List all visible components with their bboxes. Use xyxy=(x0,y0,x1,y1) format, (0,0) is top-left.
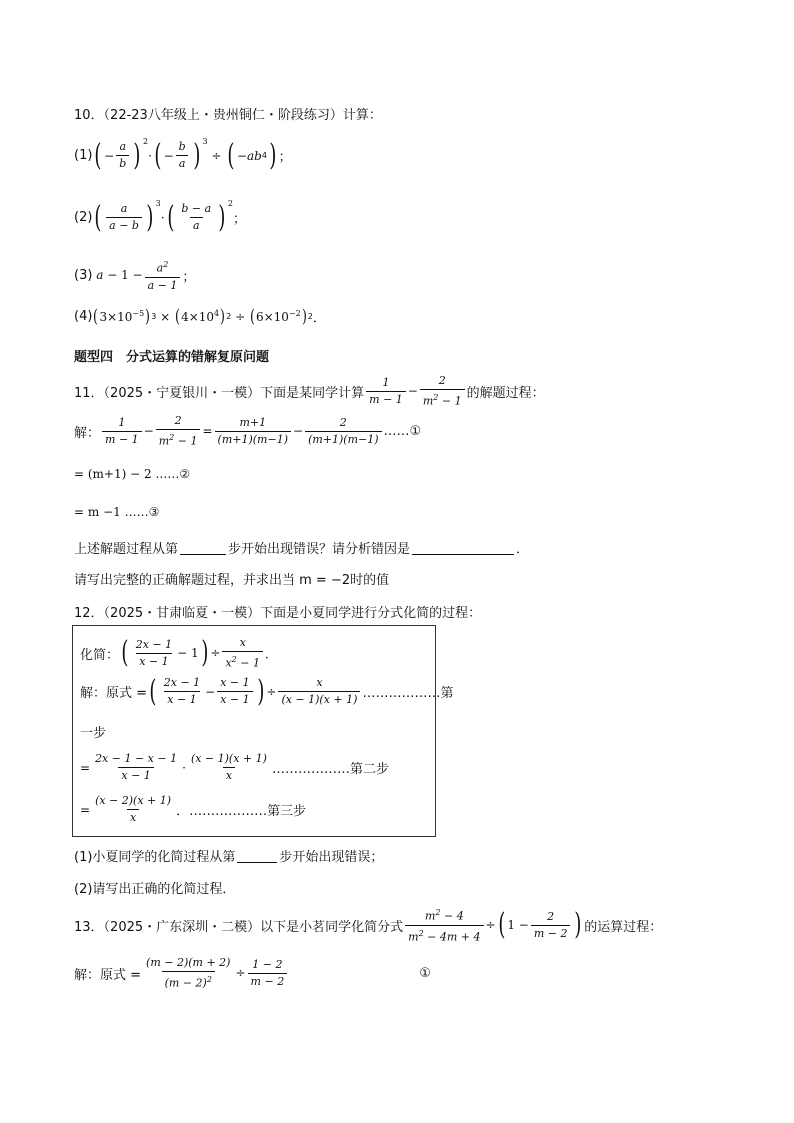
q12-step2: = $\frac{2x - 1 - x - 1}{x - 1}$ · $\frac{(x - 1)(x + 1)}{x}$ ………………第二步 xyxy=(80,752,389,782)
q10-part3: (3) a − 1 − $\frac{a^2}{a - 1}$ ； xyxy=(74,260,196,292)
q11-question-a: 上述解题过程从第 步开始出现错误？请分析错因是 ． xyxy=(74,542,530,557)
q10-part2: (2) ( $\frac{a}{a - b}$ ) 3 · ( $\frac{b - a}{a}$ ) 2 ； xyxy=(74,199,246,235)
q10-part4: (4) ( $3\times 10^{-5}$ ) 3 × ( $4\times 10^4$ ) 2 ÷ ( $6\times 10^{-2}$ ) 2 ． xyxy=(74,306,326,327)
q12-simplify: 化简： ( $\frac{2x - 1}{x - 1}$ − 1 ) ÷ $\frac{x}{x^2 - 1}$ ． xyxy=(80,635,277,671)
q11-step1: 解： $\frac{1}{m - 1}$ − $\frac{2}{m^2 - 1}$ = $\frac{m+1}{(m+1)(m-1)}$ − $\frac{2}{(m+1)(m-1)}$ ……① xyxy=(74,414,422,448)
answer-blank[interactable] xyxy=(237,848,277,863)
q12-sub2: (2)请写出正确的化简过程． xyxy=(74,882,236,897)
answer-blank[interactable] xyxy=(180,540,226,555)
q11-step3: = m −1 ……③ xyxy=(74,505,160,519)
q12-step1: 解：原式 = ( $\frac{2x - 1}{x - 1}$ − $\frac{x - 1}{x - 1}$ ) ÷ $\frac{x}{(x - 1)(x + 1)}$ ………………第 xyxy=(80,673,454,709)
q13-header: 13．（2025・广东深圳・二模）以下是小茗同学化简分式 $\frac{m^2 - 4}{m^2 - 4m + 4}$ ÷ ( 1 − $\frac{2}{m - 2}$ ) 的运算过程： xyxy=(74,907,663,944)
q12-sub1: (1)小夏同学的化简过程从第 步开始出现错误； xyxy=(74,850,384,865)
q11-header: 11．（2025・宁夏银川・一模）下面是某同学计算 $\frac{1}{m - 1}$ − $\frac{2}{m^2 - 1}$ 的解题过程： xyxy=(74,374,545,408)
q13-step1: 解：原式 = $\frac{(m - 2)(m + 2)}{(m - 2)^2}$ ÷ $\frac{1 - 2}{m - 2}$ ① xyxy=(74,956,431,990)
q12-header: 12．（2025・甘肃临夏・一模）下面是小夏同学进行分式化简的过程： xyxy=(74,606,482,621)
q12-step3: = $\frac{(x - 2)(x + 1)}{x}$ ．………………第三步 xyxy=(80,794,307,824)
q12-step1-tail: 一步 xyxy=(80,726,107,741)
answer-blank[interactable] xyxy=(412,540,514,555)
q11-question-b: 请写出完整的正确解题过程，并求出当 m = −2时的值 xyxy=(74,573,390,588)
q11-step2: = (m+1) − 2 ……② xyxy=(74,467,191,481)
q10-header: 10．（22-23八年级上・贵州铜仁・阶段练习）计算： xyxy=(74,108,382,123)
q10-part1: (1) ( − $\frac{a}{b}$ ) 2 · ( − $\frac{b}{a}$ ) 3 ÷ ( − ab 4 ) ； xyxy=(74,137,292,173)
section-heading: 题型四 分式运算的错解复原问题 xyxy=(74,350,270,365)
